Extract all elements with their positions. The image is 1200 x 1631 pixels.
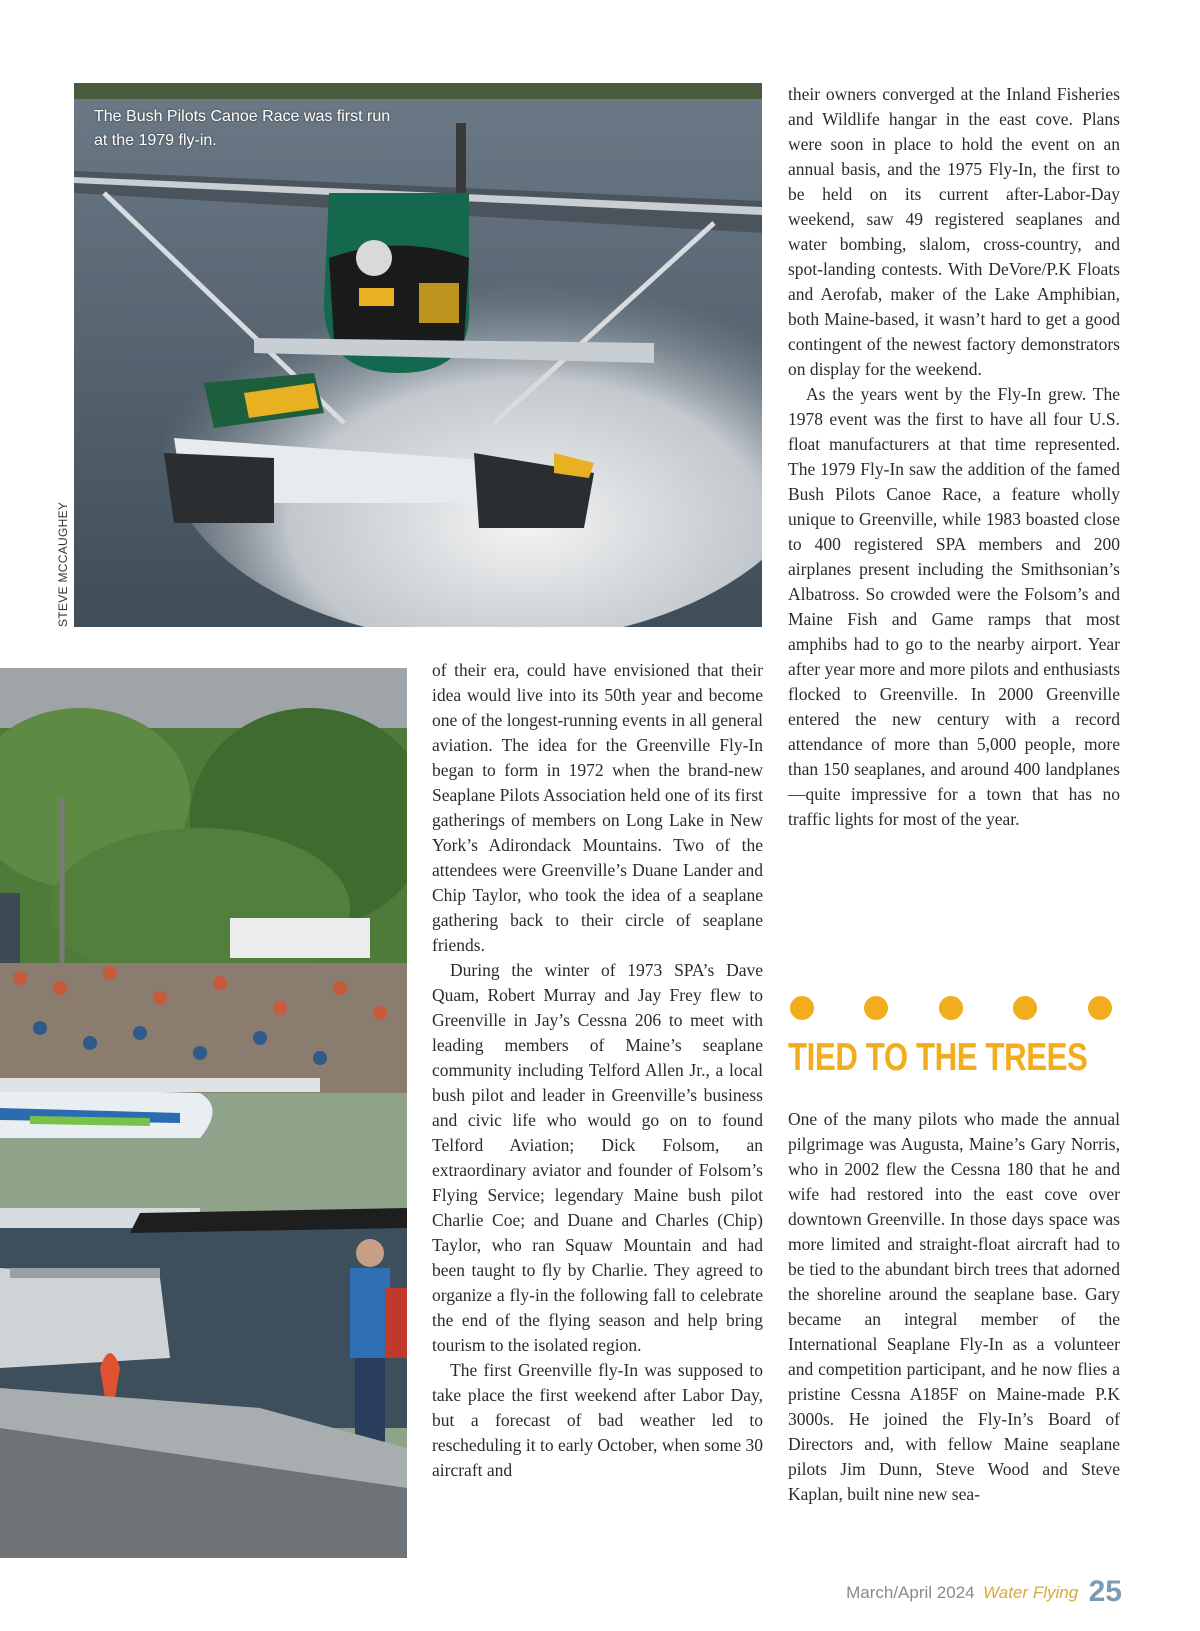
photo-credit: STEVE MCCAUGHEY <box>56 501 70 627</box>
page-number: 25 <box>1088 1575 1122 1608</box>
paragraph: As the years went by the Fly-In grew. The 1978 event was the first to have all four U.S. float manufacturers at that time represented. The 1979 Fly-In saw the addition of the famed Bush Pilots Canoe Race, a feature wholly unique to Greenville, while 1983 boasted close to 400 registered SPA members and 200 airplanes present including the Smithsonian’s Albatross. So crowded were the Folsom’s and Maine Fish and Game ramps that most amphibs had to go to the nearby airport. Year after year more and more pilots and enthusiasts flocked to Greenville. In 2000 Greenville entered the new century with a record attendance of more than 5,000 people, more than 150 seaplanes, and around 400 landplanes—quite impressive for a town that has no traffic lights for most of the year. <box>788 384 1120 829</box>
divider-dot <box>1088 996 1112 1020</box>
photo-seaplane-takeoff <box>74 83 762 627</box>
page-footer <box>846 1575 1122 1609</box>
paragraph: The first Greenville fly-In was supposed to take place the first weekend after Labor Day, but a forecast of bad weather led to rescheduling it to early October, when some 30 aircraft and <box>432 1360 763 1480</box>
divider-dot <box>939 996 963 1020</box>
paragraph: their owners converged at the Inland Fisheries and Wildlife hangar in the east cove. Plans were soon in place to hold the event on an annual basis, and the 1975 Fly-In, the first to be held on its current after-Labor-Day weekend, saw 49 registered seaplanes and water bombing, slalom, cross-country, and spot-landing contests. With DeVore/​P.K Floats and Aerofab, maker of the Lake Amphibian, both Maine-based, it wasn’t hard to get a good contingent of the newest factory demonstrators on display for the weekend. <box>788 84 1120 379</box>
section-heading: TIED TO THE TREES <box>788 1036 1088 1079</box>
divider-dot <box>790 996 814 1020</box>
paragraph: During the winter of 1973 SPA’s Dave Quam, Robert Murray and Jay Frey flew to Greenville in Jay’s Cessna 206 to meet with leading members of Maine’s seaplane community including Telford Allen Jr., a local bush pilot and leader in Greenville’s business and civic life who would go on to found Telford Aviation; Dick Folsom, an extraordinary aviator and founder of Folsom’s Flying Service; legendary Maine bush pilot Charlie Coe; and Duane and Charles (Chip) Taylor, who ran Squaw Mountain and had been taught to fly by Charlie. They agreed to organize a fly-in the following fall to celebrate the end of the flying season and help bring tourism to the isolated region. <box>432 960 763 1355</box>
magazine-name: Water Flying <box>983 1583 1079 1602</box>
seaplane-illustration <box>74 83 762 627</box>
divider-dot <box>864 996 888 1020</box>
photo-crowd-shoreline <box>0 668 407 1558</box>
article-column-right-top <box>788 82 1120 832</box>
photo-caption: The Bush Pilots Canoe Race was first run at the 1979 fly-in. <box>94 108 391 149</box>
article-column-middle <box>432 658 763 1483</box>
paragraph: One of the many pilots who made the annual pilgrimage was Augusta, Maine’s Gary Norris, who in 2002 flew the Cessna 180 that he and wife had restored into the east cove over downtown Greenville. In those days space was more limited and straight-float aircraft had to be tied to the abundant birch trees that adorned the shoreline around the seaplane base. Gary became an integral member of the International Seaplane Fly-In as a volunteer and competition participant, and he now flies a pristine Cessna A185F on Maine-made P.K 3000s. He joined the Fly-In’s Board of Directors and, with fellow Maine seaplane pilots Jim Dunn, Steve Wood and Steve Kaplan, built nine new sea- <box>788 1109 1120 1504</box>
section-divider-dots <box>790 996 1120 1024</box>
paragraph: of their era, could have envisioned that their idea would live into its 50th year and become one of the longest-running events in all general aviation. The idea for the Greenville Fly-In began to form in 1972 when the brand-new Seaplane Pilots Association held one of its first gatherings of members on Long Lake in New York’s Adirondack Mountains. Two of the attendees were Greenville’s Duane Lander and Chip Taylor, who took the idea of a seaplane gathering back to their circle of seaplane friends. <box>432 660 763 955</box>
crowd-illustration <box>0 668 407 1558</box>
article-column-right-bottom <box>788 1107 1120 1507</box>
issue-date: March/April 2024 <box>846 1583 975 1602</box>
divider-dot <box>1013 996 1037 1020</box>
